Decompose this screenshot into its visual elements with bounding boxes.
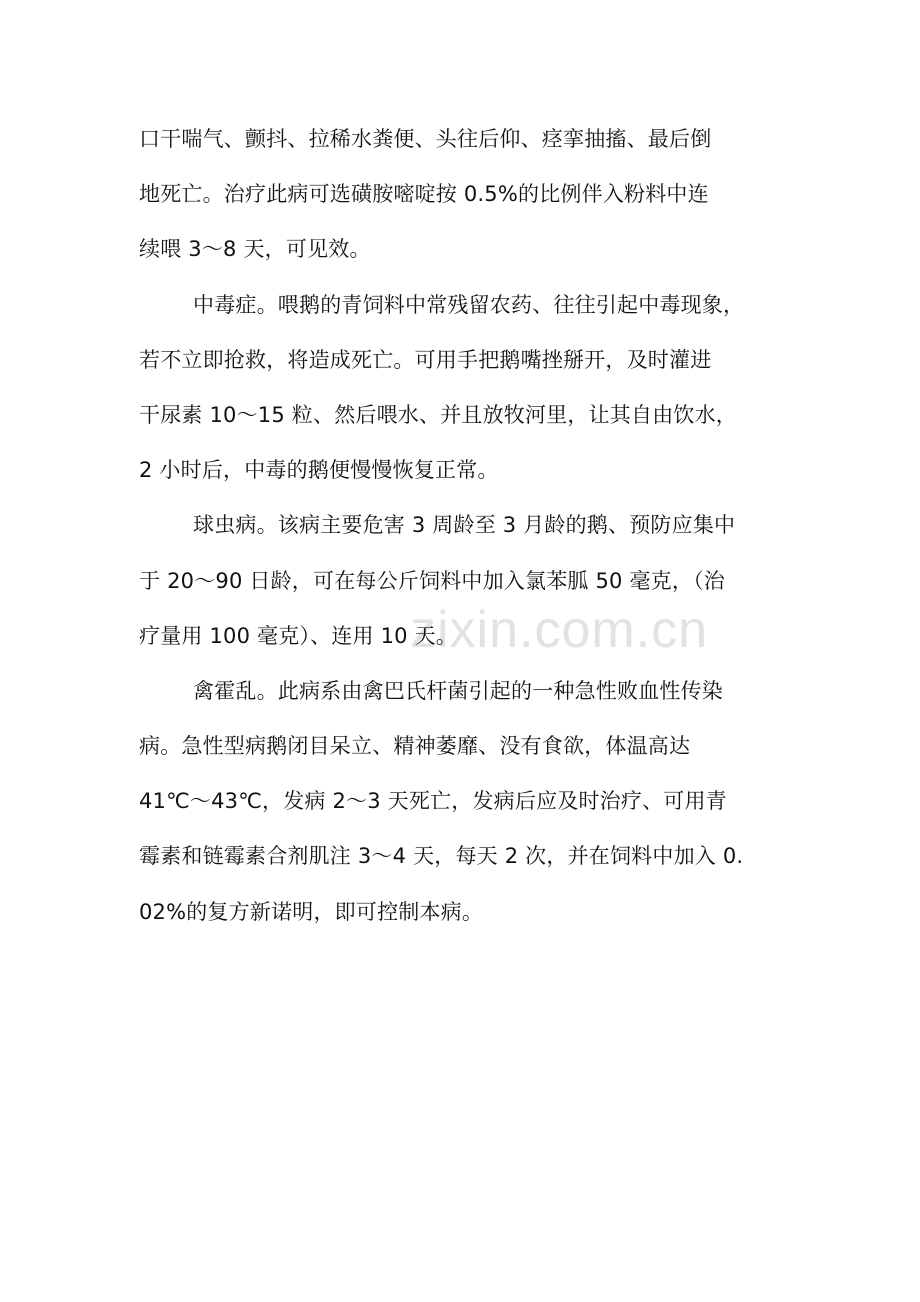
text-line: 于 20～90 日龄，可在每公斤饲料中加入氯苯胍 50 毫克，（治 <box>139 568 725 593</box>
watermark: zixin.com.cn <box>410 601 709 659</box>
paragraph-start-line: 球虫病。该病主要危害 3 周龄至 3 月龄的鹅、预防应集中 <box>193 513 736 538</box>
paragraph-start-line: 禽霍乱。此病系由禽巴氏杆菌引起的一种急性败血性传染 <box>193 678 723 703</box>
text-line: 2 小时后，中毒的鹅便慢慢恢复正常。 <box>139 458 499 483</box>
text-line: 疗量用 100 毫克）、连用 10 天。 <box>139 623 458 648</box>
text-line: 续喂 3～8 天，可见效。 <box>139 237 371 262</box>
body-text <box>139 112 799 940</box>
text-line: 病。急性型病鹅闭目呆立、精神萎靡、没有食欲，体温高达 <box>139 734 691 759</box>
text-line: 41℃～43℃，发病 2～3 天死亡，发病后应及时治疗、可用青 <box>139 789 727 814</box>
text-line: 地死亡。治疗此病可选磺胺嘧啶按 0.5%的比例伴入粉料中连 <box>139 182 709 207</box>
paragraph-start-line: 中毒症。喂鹅的青饲料中常残留农药、往往引起中毒现象， <box>193 292 745 317</box>
text-line: 口干喘气、颤抖、拉稀水粪便、头往后仰、痉挛抽搐、最后倒 <box>139 127 712 151</box>
text-line: 霉素和链霉素合剂肌注 3～4 天，每天 2 次，并在饲料中加入 0. <box>139 844 744 869</box>
text-line: 02%的复方新诺明，即可控制本病。 <box>139 899 484 924</box>
text-line: 干尿素 10～15 粒、然后喂水、并且放牧河里，让其自由饮水， <box>139 402 737 427</box>
text-line: 若不立即抢救，将造成死亡。可用手把鹅嘴挫掰开，及时灌进 <box>139 347 712 372</box>
